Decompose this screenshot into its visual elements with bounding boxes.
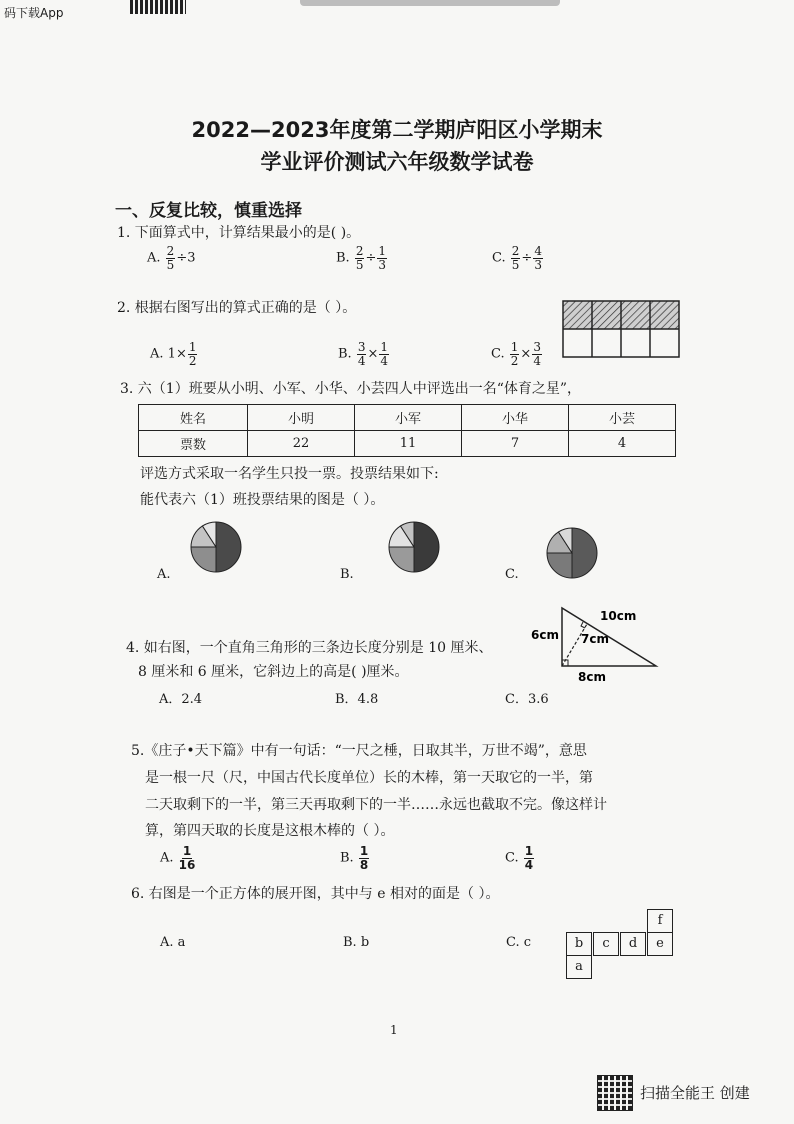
- table-cell: 小军: [355, 405, 462, 431]
- q2-option-b[interactable]: B. $\frac{3}{4}$ × $\frac{1}{4}$: [338, 340, 389, 368]
- title-line-2: 学业评价测试六年级数学试卷: [260, 150, 534, 174]
- triangle-figure: [526, 603, 666, 683]
- net-face-c: c: [593, 932, 619, 956]
- label-hypotenuse: 10cm: [600, 609, 637, 623]
- pie-slice: [547, 553, 572, 578]
- qr-code-footer: [597, 1075, 633, 1111]
- net-face-b: b: [566, 932, 592, 956]
- q6-stem: 6. 右图是一个正方体的展开图，其中与 e 相对的面是（ ）。: [131, 886, 500, 902]
- table-cell: 小明: [248, 405, 355, 431]
- net-face-a: a: [566, 955, 592, 979]
- q6-option-b[interactable]: B. b: [343, 935, 370, 950]
- net-face-d: d: [620, 932, 646, 956]
- pie-slice: [389, 547, 414, 572]
- q2-grid-figure: [562, 300, 680, 358]
- q3-stem: 3. 六（1）班要从小明、小军、小华、小芸四人中评选出一名“体育之星”，: [120, 381, 582, 397]
- table-cell: 小芸: [569, 405, 676, 431]
- table-cell: 11: [355, 431, 462, 457]
- table-row: [139, 431, 676, 457]
- q5-line-3: 二天取剩下的一半，第三天再取剩下的一半……永远也截取不完。像这样计: [145, 797, 607, 813]
- q1-option-c[interactable]: C. $\frac{2}{5}$ ÷ $\frac{4}{3}$: [492, 244, 542, 272]
- q4-option-a[interactable]: A．2.4: [159, 692, 203, 707]
- q5-line-2: 是一根一尺（尺，中国古代长度单位）长的木棒，第一天取它的一半，第: [145, 770, 593, 786]
- q5-option-c[interactable]: C. $\frac{1}{4}$: [505, 844, 534, 872]
- scan-edge-shadow: [300, 0, 560, 6]
- pie-chart-c: [546, 527, 602, 583]
- q1-option-a[interactable]: A. $\frac{2}{5}$ ÷3: [147, 244, 196, 272]
- q5-line-1: 5.《庄子•天下篇》中有一句话：“一尺之棰，日取其半，万世不竭”，意思: [131, 743, 587, 759]
- q6-option-c[interactable]: C. c: [506, 935, 532, 950]
- label-left-side: 6cm: [531, 628, 559, 642]
- pie-chart-b: [388, 521, 444, 577]
- q3-line-3: 能代表六（1）班投票结果的图是（ ）。: [140, 492, 385, 508]
- votes-table: [138, 404, 676, 457]
- table-cell: 4: [569, 431, 676, 457]
- qr-code-top: [130, 0, 186, 14]
- table-cell: 7: [462, 431, 569, 457]
- q4-line-2: 8 厘米和 6 厘米，它斜边上的高是( )厘米。: [138, 664, 409, 680]
- footer-watermark-text: 扫描全能王 创建: [640, 1084, 750, 1102]
- q3-option-b[interactable]: B.: [340, 567, 354, 582]
- q1-option-b[interactable]: B. $\frac{2}{5}$ ÷ $\frac{1}{3}$: [336, 244, 387, 272]
- q5-option-a[interactable]: A. $\frac{1}{16}$: [160, 844, 196, 872]
- q4-option-b[interactable]: B．4.8: [335, 692, 379, 707]
- q4-line-1: 4. 如右图，一个直角三角形的三条边长度分别是 10 厘米、: [126, 640, 493, 656]
- q5-option-b[interactable]: B. $\frac{1}{8}$: [340, 844, 369, 872]
- q3-option-c[interactable]: C.: [505, 567, 519, 582]
- corner-text: 码下载App: [4, 6, 64, 20]
- pie-slice: [216, 522, 241, 572]
- q3-line-2: 评选方式采取一名学生只投一票。投票结果如下:: [140, 466, 439, 482]
- table-cell: 小华: [462, 405, 569, 431]
- q3-option-a[interactable]: A.: [157, 567, 171, 582]
- net-face-e: e: [647, 932, 673, 956]
- title-line-1: 2022—2023年度第二学期庐阳区小学期末: [191, 118, 603, 142]
- q6-option-a[interactable]: A. a: [160, 935, 186, 950]
- table-cell: 姓名: [139, 405, 248, 431]
- pie-slice: [191, 547, 216, 572]
- q2-option-c[interactable]: C. $\frac{1}{2}$ × $\frac{3}{4}$: [491, 340, 541, 368]
- pie-slice: [572, 528, 597, 578]
- q2-option-a[interactable]: A. 1× $\frac{1}{2}$: [150, 340, 197, 368]
- table-cell: 22: [248, 431, 355, 457]
- pie-slice: [414, 522, 439, 572]
- page-number: 1: [390, 1023, 398, 1037]
- section-heading: 一、反复比较，慎重选择: [115, 201, 302, 221]
- q5-line-4: 算，第四天取的长度是这根木棒的（ ）。: [145, 823, 395, 839]
- q4-option-c[interactable]: C．3.6: [505, 692, 549, 707]
- label-height: 7cm: [581, 632, 609, 646]
- table-row: [139, 405, 676, 431]
- pie-chart-a: [190, 521, 246, 577]
- net-face-f: f: [647, 909, 673, 933]
- table-cell: 票数: [139, 431, 248, 457]
- label-bottom-side: 8cm: [578, 670, 606, 683]
- q2-stem: 2. 根据右图写出的算式正确的是（ ）。: [117, 300, 357, 316]
- q1-stem: 1. 下面算式中，计算结果最小的是( )。: [117, 225, 361, 241]
